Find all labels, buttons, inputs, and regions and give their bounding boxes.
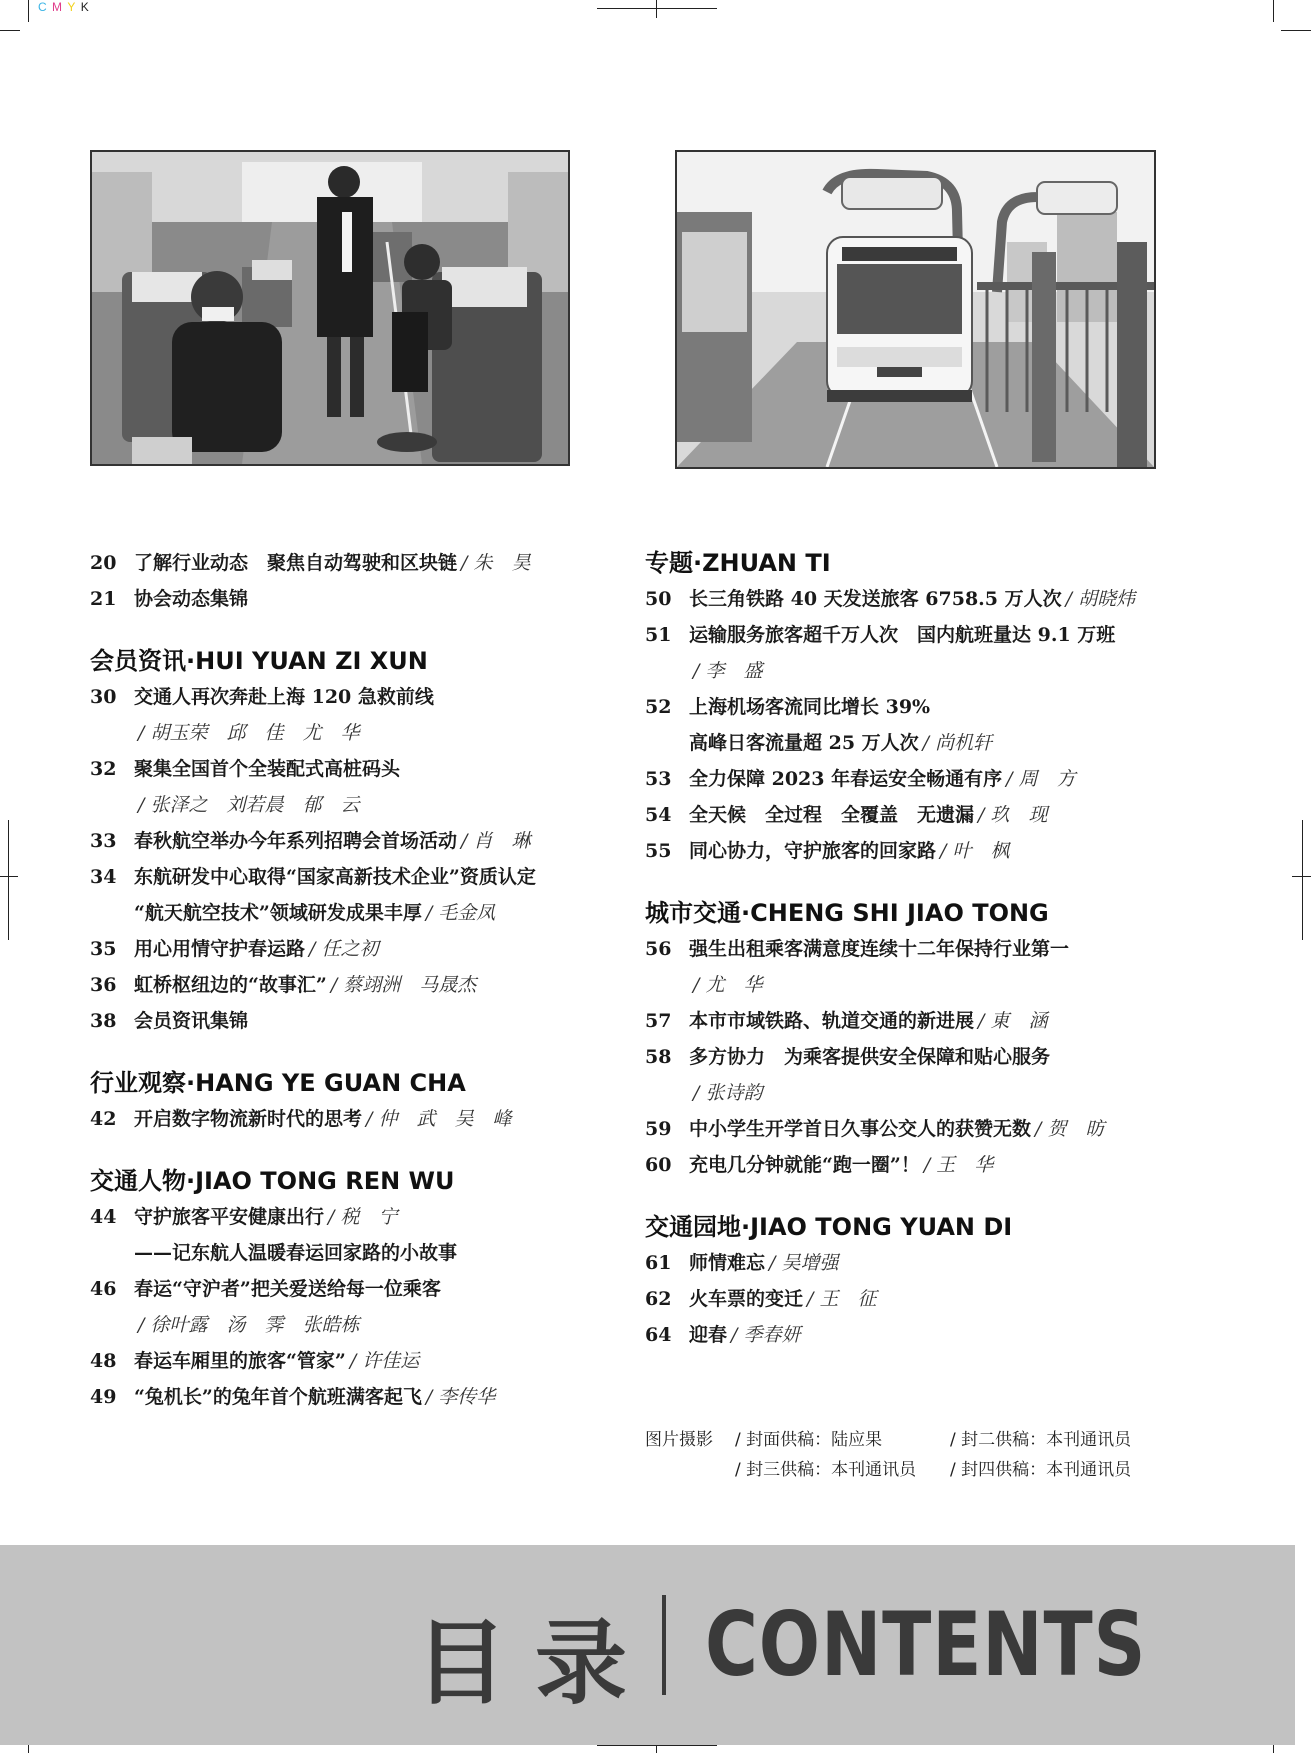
crop-mark	[0, 876, 18, 877]
toc-entry[interactable]	[645, 1003, 1165, 1039]
toc-section	[645, 895, 1165, 1183]
crop-mark	[656, 0, 657, 18]
article-author: / 仲 武 吴 峰	[366, 1108, 512, 1130]
contents-banner	[0, 1545, 1295, 1745]
section-heading: 交通人物·JIAO TONG REN WU	[90, 1167, 455, 1195]
article-author: / 王 华	[923, 1154, 994, 1176]
article-author: / 徐叶露 汤 霁 张皓栋	[138, 1314, 360, 1336]
cmyk-letter: M	[52, 0, 64, 14]
article-title: 充电几分钟就能“跑一圈”！	[689, 1154, 920, 1176]
article-author: / 毛金凤	[425, 902, 496, 924]
article-title: “航天航空技术”领域研发成果丰厚	[134, 902, 422, 924]
credit-cover: / 封面供稿：陆应果	[735, 1430, 883, 1450]
page-number: 54	[645, 804, 672, 826]
electric-bus-charging-photo	[675, 150, 1156, 469]
toc-entry[interactable]	[90, 545, 610, 581]
article-title: 高峰日客流量超 25 万人次	[689, 732, 919, 754]
page-number: 57	[645, 1010, 672, 1032]
toc-entry[interactable]	[645, 1317, 1165, 1353]
crop-mark	[0, 30, 20, 31]
page-number: 21	[90, 588, 117, 610]
toc-entry[interactable]	[90, 1101, 610, 1137]
toc-entry[interactable]	[90, 967, 610, 1003]
article-title: 上海机场客流同比增长 39%	[689, 696, 931, 718]
page-number: 58	[645, 1046, 672, 1068]
article-title: 全天候 全过程 全覆盖 无遗漏	[689, 804, 975, 826]
article-author: / 周 方	[1006, 768, 1076, 790]
article-title: 长三角铁路 40 天发送旅客 6758.5 万人次	[689, 588, 1062, 610]
cmyk-letter: K	[80, 0, 90, 14]
banner-title-cn: 目录	[415, 1610, 656, 1717]
article-author: / 任之初	[309, 938, 379, 960]
article-author: / 叶 枫	[940, 840, 1010, 862]
article-author: / 東 涵	[978, 1010, 1048, 1032]
toc-entry[interactable]	[645, 1245, 1165, 1281]
toc-entry[interactable]	[645, 1281, 1165, 1317]
page-number: 62	[645, 1288, 672, 1310]
article-author: / 张泽之 刘若晨 郁 云	[138, 794, 360, 816]
page-number: 32	[90, 758, 117, 780]
page-number: 33	[90, 830, 117, 852]
toc-entry[interactable]	[90, 1343, 610, 1379]
credit-inside-back: / 封三供稿：本刊通讯员	[735, 1460, 917, 1480]
toc-entry[interactable]	[90, 1003, 610, 1039]
toc-entry[interactable]	[90, 679, 610, 751]
photo-credits	[645, 1425, 1165, 1485]
toc-section	[645, 1209, 1165, 1353]
cmyk-registration	[38, 0, 90, 14]
article-author: / 胡晓炜	[1065, 588, 1136, 610]
page-number: 64	[645, 1324, 672, 1346]
page-number: 34	[90, 866, 117, 888]
toc-entry[interactable]	[90, 823, 610, 859]
page-number: 38	[90, 1010, 117, 1032]
toc-entry[interactable]	[90, 859, 610, 931]
toc-entry[interactable]	[645, 1147, 1165, 1183]
article-title: 强生出租乘客满意度连续十二年保持行业第一	[689, 938, 1070, 960]
toc-section	[90, 643, 610, 1039]
toc-right-column	[645, 545, 1165, 1353]
toc-entry[interactable]	[90, 581, 610, 617]
article-author: / 肖 琳	[461, 830, 531, 852]
toc-entry[interactable]	[90, 1379, 610, 1415]
page-number: 46	[90, 1278, 117, 1300]
toc-entry[interactable]	[645, 761, 1165, 797]
page-number: 42	[90, 1108, 117, 1130]
page-number: 44	[90, 1206, 117, 1228]
article-author: / 吴增强	[769, 1252, 839, 1274]
page-number: 36	[90, 974, 117, 996]
article-title: 东航研发中心取得“国家高新技术企业”资质认定	[134, 866, 536, 888]
article-title: 了解行业动态 聚焦自动驾驶和区块链	[134, 552, 458, 574]
toc-section	[90, 1163, 610, 1415]
section-heading: 交通园地·JIAO TONG YUAN DI	[645, 1213, 1013, 1241]
page-number: 30	[90, 686, 117, 708]
page-number: 49	[90, 1386, 117, 1408]
article-title: 春秋航空举办今年系列招聘会首场活动	[134, 830, 458, 852]
article-title: 协会动态集锦	[134, 588, 249, 610]
toc-entry[interactable]	[90, 751, 610, 823]
article-author: / 贺 昉	[1035, 1118, 1105, 1140]
article-author: / 许佳运	[349, 1350, 420, 1372]
article-author: / 尚机轩	[922, 732, 993, 754]
credit-back-cover: / 封四供稿：本刊通讯员	[950, 1460, 1132, 1480]
article-author: / 张诗韵	[693, 1082, 763, 1104]
crop-mark	[1292, 876, 1311, 877]
banner-divider	[662, 1595, 666, 1695]
article-title: 会员资讯集锦	[134, 1010, 249, 1032]
article-title: 虹桥枢纽边的“故事汇”	[134, 974, 327, 996]
toc-entry[interactable]	[645, 1111, 1165, 1147]
article-title: 多方协力 为乘客提供安全保障和贴心服务	[689, 1046, 1051, 1068]
page-number: 20	[90, 552, 117, 574]
toc-entry[interactable]	[645, 833, 1165, 869]
toc-entry[interactable]	[645, 617, 1165, 689]
crop-mark	[1281, 30, 1311, 31]
toc-left-column	[90, 545, 610, 1415]
toc-section	[90, 545, 610, 617]
crop-mark	[1302, 820, 1303, 940]
article-title: 春运车厢里的旅客“管家”	[134, 1350, 346, 1372]
page-number: 59	[645, 1118, 672, 1140]
banner-title-en: CONTENTS	[705, 1593, 1147, 1696]
article-title: 开启数字物流新时代的思考	[134, 1108, 363, 1130]
toc-section	[90, 1065, 610, 1137]
article-title: 春运“守沪者”把关爱送给每一位乘客	[134, 1278, 441, 1300]
article-author: / 尤 华	[693, 974, 763, 996]
crop-mark	[597, 1745, 717, 1746]
toc-entry[interactable]	[90, 1271, 610, 1343]
page-number: 53	[645, 768, 672, 790]
article-title: 中小学生开学首日久事公交人的获赞无数	[689, 1118, 1032, 1140]
article-title: 全力保障 2023 年春运安全畅通有序	[689, 768, 1003, 790]
article-title: 迎春	[689, 1324, 728, 1346]
credits-label: 图片摄影	[645, 1430, 713, 1450]
train-cabin-photo	[90, 150, 570, 466]
article-title: 运输服务旅客超千万人次 国内航班量达 9.1 万班	[689, 624, 1116, 646]
crop-mark	[1273, 0, 1274, 22]
page-number: 56	[645, 938, 672, 960]
article-title: 火车票的变迁	[689, 1288, 804, 1310]
article-title: 交通人再次奔赴上海 120 急救前线	[134, 686, 434, 708]
cmyk-letter: Y	[67, 0, 77, 14]
toc-entry[interactable]	[645, 581, 1165, 617]
article-author: / 蔡翊洲 马晟杰	[330, 974, 477, 996]
crop-mark	[597, 8, 717, 9]
section-heading: 会员资讯·HUI YUAN ZI XUN	[90, 647, 428, 675]
crop-mark	[28, 0, 29, 22]
article-title: ——记东航人温暖春运回家路的小故事	[134, 1242, 458, 1264]
article-author: / 季春妍	[731, 1324, 801, 1346]
toc-entry[interactable]	[90, 1199, 610, 1271]
page-number: 35	[90, 938, 117, 960]
section-heading: 城市交通·CHENG SHI JIAO TONG	[645, 899, 1049, 927]
credit-inside-cover: / 封二供稿：本刊通讯员	[950, 1430, 1132, 1450]
section-heading: 专题·ZHUAN TI	[645, 549, 831, 577]
article-title: 本市市域铁路、轨道交通的新进展	[689, 1010, 975, 1032]
article-author: / 朱 昊	[461, 552, 531, 574]
page-number: 48	[90, 1350, 117, 1372]
toc-section	[645, 545, 1165, 869]
article-author: / 玖 现	[978, 804, 1048, 826]
crop-mark	[8, 820, 9, 940]
article-title: “兔机长”的兔年首个航班满客起飞	[134, 1386, 422, 1408]
section-heading: 行业观察·HANG YE GUAN CHA	[90, 1069, 466, 1097]
page-number: 61	[645, 1252, 672, 1274]
toc-entry[interactable]	[645, 689, 1165, 761]
toc-entry[interactable]	[90, 931, 610, 967]
cmyk-letter: C	[38, 0, 48, 14]
article-title: 聚集全国首个全装配式高桩码头	[134, 758, 401, 780]
toc-entry[interactable]	[645, 1039, 1165, 1111]
article-title: 用心用情守护春运路	[134, 938, 306, 960]
article-author: / 胡玉荣 邱 佳 尤 华	[138, 722, 360, 744]
page-number: 51	[645, 624, 672, 646]
article-author: / 李 盛	[693, 660, 763, 682]
page-number: 50	[645, 588, 672, 610]
page-number: 52	[645, 696, 672, 718]
article-title: 师情难忘	[689, 1252, 766, 1274]
article-author: / 李传华	[425, 1386, 496, 1408]
article-author: / 王 征	[807, 1288, 877, 1310]
toc-entry[interactable]	[645, 931, 1165, 1003]
toc-entry[interactable]	[645, 797, 1165, 833]
page-number: 60	[645, 1154, 672, 1176]
article-title: 同心协力，守护旅客的回家路	[689, 840, 937, 862]
article-author: / 税 宁	[328, 1206, 398, 1228]
article-title: 守护旅客平安健康出行	[134, 1206, 325, 1228]
page-number: 55	[645, 840, 672, 862]
